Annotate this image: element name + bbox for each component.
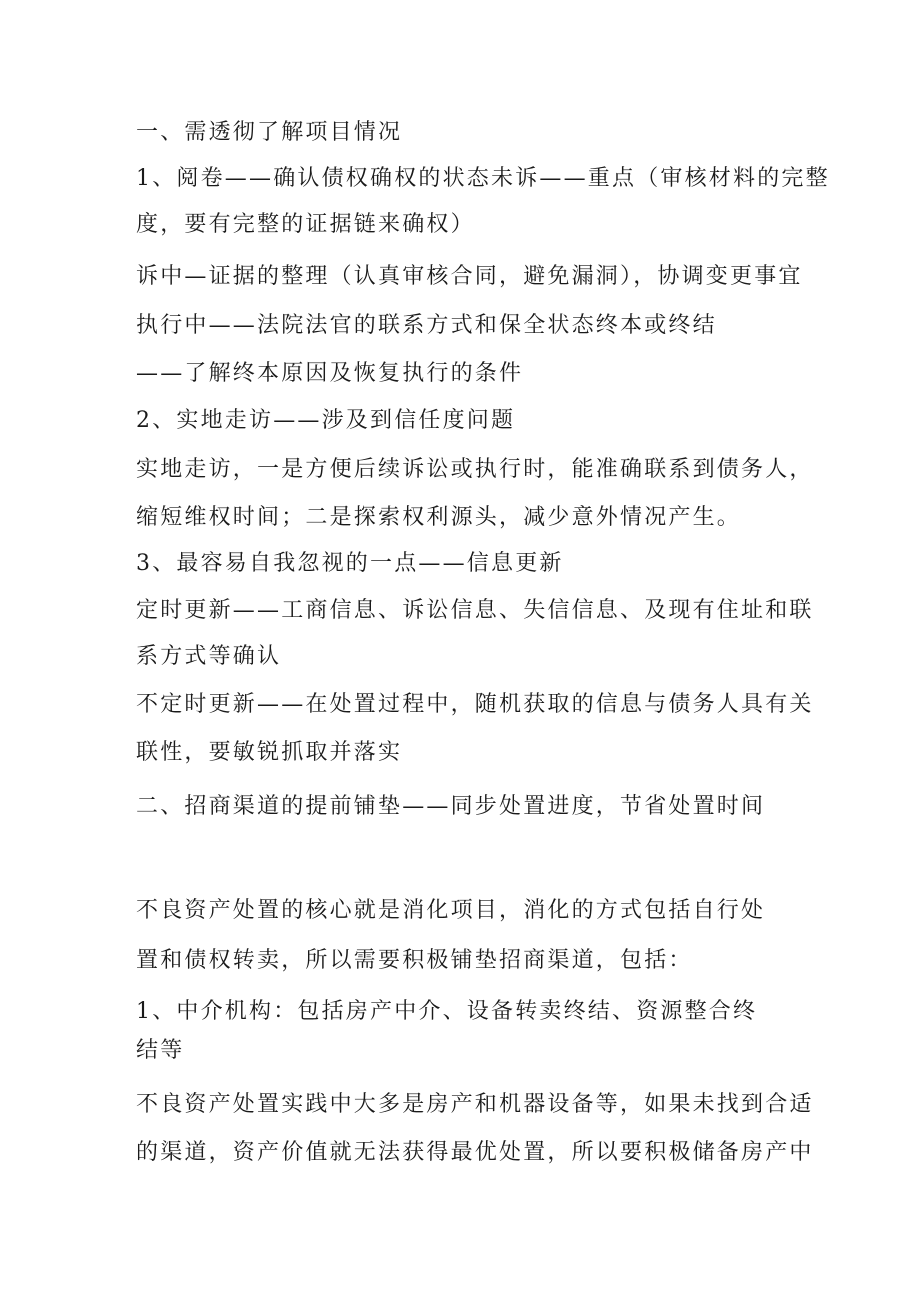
- section-heading-2: 二、招商渠道的提前铺垫——同步处置进度，节省处置时间: [136, 794, 766, 819]
- paragraph-line: 1、阅卷——确认债权确权的状态未诉——重点（审核材料的完整: [136, 166, 830, 191]
- paragraph-line: 结等: [136, 1038, 185, 1063]
- paragraph-line: 置和债权转卖，所以需要积极铺垫招商渠道，包括：: [136, 948, 693, 973]
- paragraph-line: 3、最容易自我忽视的一点——信息更新: [136, 551, 564, 576]
- paragraph-line: 度，要有完整的证据链来确权）: [136, 212, 475, 237]
- paragraph-line: 不良资产处置实践中大多是房产和机器设备等，如果未找到合适: [136, 1092, 814, 1117]
- paragraph-line: 诉中—证据的整理（认真审核合同，避免漏洞），协调变更事宜: [136, 264, 803, 289]
- paragraph-line: 的渠道，资产价值就无法获得最优处置，所以要积极储备房产中: [136, 1140, 814, 1165]
- paragraph-line: 缩短维权时间；二是探索权利源头，减少意外情况产生。: [136, 505, 742, 530]
- paragraph-line: 实地走访，一是方便后续诉讼或执行时，能准确联系到债务人，: [136, 457, 814, 482]
- paragraph-line: 定时更新——工商信息、诉讼信息、失信信息、及现有住址和联: [136, 598, 814, 623]
- paragraph-line: 系方式等确认: [136, 644, 282, 669]
- paragraph-line: 联性，要敏锐抓取并落实: [136, 740, 403, 765]
- paragraph-line: ——了解终本原因及恢复执行的条件: [136, 361, 524, 386]
- paragraph-line: 执行中——法院法官的联系方式和保全状态终本或终结: [136, 313, 717, 338]
- paragraph-line: 2、实地走访——涉及到信任度问题: [136, 408, 516, 433]
- paragraph-line: 不定时更新——在处置过程中，随机获取的信息与债务人具有关: [136, 692, 814, 717]
- paragraph-line: 1、中介机构：包括房产中介、设备转卖终结、资源整合终: [136, 999, 758, 1024]
- paragraph-line: 不良资产处置的核心就是消化项目，消化的方式包括自行处: [136, 898, 766, 923]
- section-heading-1: 一、需透彻了解项目情况: [136, 120, 403, 145]
